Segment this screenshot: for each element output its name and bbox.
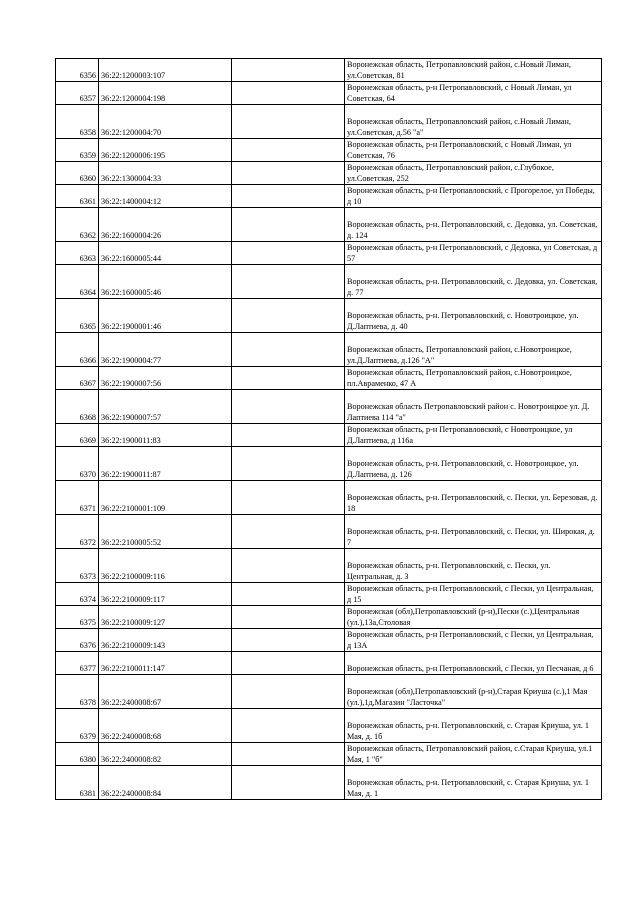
table-row bbox=[56, 447, 602, 481]
address: Воронежская область, р-н Петропавловский, с Новый Лиман, ул Советская, 76 bbox=[345, 139, 602, 162]
row-number: 6359 bbox=[56, 139, 99, 162]
cadastral-number: 36:22:2100011:147 bbox=[99, 652, 232, 675]
table-row bbox=[56, 242, 602, 265]
row-number: 6377 bbox=[56, 652, 99, 675]
address: Воронежская область, р-н. Петропавловский, с. Старая Криуша, ул. 1 Мая, д. 1 bbox=[345, 766, 602, 800]
row-number: 6375 bbox=[56, 606, 99, 629]
address: Воронежская область, Петропавловский район, с.Новотроицкое, пл.Авраменко, 47 А bbox=[345, 367, 602, 390]
empty-cell bbox=[232, 367, 345, 390]
empty-cell bbox=[232, 652, 345, 675]
row-number: 6364 bbox=[56, 265, 99, 299]
empty-cell bbox=[232, 105, 345, 139]
empty-cell bbox=[232, 675, 345, 709]
cadastral-number: 36:22:1900004:77 bbox=[99, 333, 232, 367]
address: Воронежская область, Петропавловский район, с.Новотроицкое, ул.Д.Лаптиева, д.126 "А" bbox=[345, 333, 602, 367]
table-row bbox=[56, 367, 602, 390]
table-row bbox=[56, 139, 602, 162]
cadastral-number: 36:22:1600005:46 bbox=[99, 265, 232, 299]
table-row bbox=[56, 709, 602, 743]
cadastral-number: 36:22:1900007:57 bbox=[99, 390, 232, 424]
empty-cell bbox=[232, 583, 345, 606]
row-number: 6372 bbox=[56, 515, 99, 549]
address: Воронежская область, р-н. Петропавловский, с. Пески, ул. Березовая, д. 18 bbox=[345, 481, 602, 515]
row-number: 6376 bbox=[56, 629, 99, 652]
table-row bbox=[56, 208, 602, 242]
registry-table-body bbox=[56, 59, 602, 800]
row-number: 6366 bbox=[56, 333, 99, 367]
address: Воронежская область, Петропавловский район, с.Новый Лиман, ул.Советская, 81 bbox=[345, 59, 602, 82]
row-number: 6378 bbox=[56, 675, 99, 709]
empty-cell bbox=[232, 299, 345, 333]
address: Воронежская область, р-н Петропавловский, с Прогорелое, ул Победы, д 10 bbox=[345, 185, 602, 208]
cadastral-number: 36:22:2100009:127 bbox=[99, 606, 232, 629]
cadastral-number: 36:22:1200004:198 bbox=[99, 82, 232, 105]
cadastral-number: 36:22:1400004:12 bbox=[99, 185, 232, 208]
empty-cell bbox=[232, 424, 345, 447]
row-number: 6370 bbox=[56, 447, 99, 481]
row-number: 6368 bbox=[56, 390, 99, 424]
empty-cell bbox=[232, 265, 345, 299]
cadastral-number: 36:22:1600005:44 bbox=[99, 242, 232, 265]
table-row bbox=[56, 105, 602, 139]
row-number: 6380 bbox=[56, 743, 99, 766]
address: Воронежская (обл),Петропавловский (р-н),Старая Криуша (с.),1 Мая (ул.),1д,Магазин "Ласточка" bbox=[345, 675, 602, 709]
address: Воронежская область, р-н. Петропавловский, с. Старая Криуша, ул. 1 Мая, д. 1б bbox=[345, 709, 602, 743]
address: Воронежская область, р-н. Петропавловский, с. Пески, ул. Широкая, д. 7 bbox=[345, 515, 602, 549]
empty-cell bbox=[232, 59, 345, 82]
table-row bbox=[56, 515, 602, 549]
row-number: 6367 bbox=[56, 367, 99, 390]
address: Воронежская (обл),Петропавловский (р-н),Пески (с.),Центральная (ул.),13а,Столовая bbox=[345, 606, 602, 629]
table-row bbox=[56, 299, 602, 333]
table-row bbox=[56, 766, 602, 800]
address: Воронежская область, р-н. Петропавловский, с. Дедовка, ул. Советская, д. 124 bbox=[345, 208, 602, 242]
address: Воронежская область, р-н Петропавловский, с Дедовка, ул Советская, д 57 bbox=[345, 242, 602, 265]
row-number: 6358 bbox=[56, 105, 99, 139]
cadastral-number: 36:22:1200006:195 bbox=[99, 139, 232, 162]
empty-cell bbox=[232, 515, 345, 549]
cadastral-number: 36:22:1900001:46 bbox=[99, 299, 232, 333]
empty-cell bbox=[232, 766, 345, 800]
empty-cell bbox=[232, 139, 345, 162]
row-number: 6374 bbox=[56, 583, 99, 606]
address: Воронежская область, Петропавловский район, с.Глубокое, ул.Советская, 252 bbox=[345, 162, 602, 185]
registry-table bbox=[55, 58, 602, 800]
address: Воронежская область, р-н. Петропавловский, с. Новотроицкое, ул. Д.Лаптиева, д. 40 bbox=[345, 299, 602, 333]
cadastral-number: 36:22:1200004:70 bbox=[99, 105, 232, 139]
table-row bbox=[56, 743, 602, 766]
cadastral-number: 36:22:1900007:56 bbox=[99, 367, 232, 390]
empty-cell bbox=[232, 606, 345, 629]
address: Воронежская область, р-н. Петропавловский, с. Дедовка, ул. Советская, д. 77 bbox=[345, 265, 602, 299]
empty-cell bbox=[232, 743, 345, 766]
address: Воронежская область, р-н Петропавловский, с Новый Лиман, ул Советская, 64 bbox=[345, 82, 602, 105]
empty-cell bbox=[232, 390, 345, 424]
table-row bbox=[56, 481, 602, 515]
table-row bbox=[56, 675, 602, 709]
address: Воронежская область Петропавловский район с. Новотроицкое ул. Д. Лаптиева 114 "а" bbox=[345, 390, 602, 424]
table-row bbox=[56, 652, 602, 675]
table-row bbox=[56, 185, 602, 208]
row-number: 6361 bbox=[56, 185, 99, 208]
cadastral-number: 36:22:1300004:33 bbox=[99, 162, 232, 185]
row-number: 6365 bbox=[56, 299, 99, 333]
empty-cell bbox=[232, 481, 345, 515]
row-number: 6373 bbox=[56, 549, 99, 583]
address: Воронежская область, Петропавловский район, с.Старая Криуша, ул.1 Мая, 1 "б" bbox=[345, 743, 602, 766]
cadastral-number: 36:22:2100001:109 bbox=[99, 481, 232, 515]
cadastral-number: 36:22:2400008:68 bbox=[99, 709, 232, 743]
row-number: 6363 bbox=[56, 242, 99, 265]
cadastral-number: 36:22:2100009:116 bbox=[99, 549, 232, 583]
table-row bbox=[56, 606, 602, 629]
cadastral-number: 36:22:1600004:26 bbox=[99, 208, 232, 242]
table-row bbox=[56, 82, 602, 105]
row-number: 6381 bbox=[56, 766, 99, 800]
address: Воронежская область, р-н Петропавловский, с Новотроицкое, ул Д.Лаптиева, д 116а bbox=[345, 424, 602, 447]
empty-cell bbox=[232, 709, 345, 743]
row-number: 6360 bbox=[56, 162, 99, 185]
row-number: 6379 bbox=[56, 709, 99, 743]
empty-cell bbox=[232, 447, 345, 481]
empty-cell bbox=[232, 208, 345, 242]
row-number: 6356 bbox=[56, 59, 99, 82]
table-row bbox=[56, 333, 602, 367]
empty-cell bbox=[232, 629, 345, 652]
address: Воронежская область, р-н Петропавловский, с Пески, ул Центральная, д 15 bbox=[345, 583, 602, 606]
table-row bbox=[56, 265, 602, 299]
address: Воронежская область, р-н. Петропавловский, с. Новотроицкое, ул. Д.Лаптиева, д. 126 bbox=[345, 447, 602, 481]
table-row bbox=[56, 549, 602, 583]
address: Воронежская область, р-н Петропавловский, с Пески, ул Песчаная, д 6 bbox=[345, 652, 602, 675]
table-row bbox=[56, 390, 602, 424]
cadastral-number: 36:22:2400008:84 bbox=[99, 766, 232, 800]
row-number: 6371 bbox=[56, 481, 99, 515]
cadastral-number: 36:22:1200003:107 bbox=[99, 59, 232, 82]
table-row bbox=[56, 629, 602, 652]
table-row bbox=[56, 424, 602, 447]
cadastral-number: 36:22:2100009:117 bbox=[99, 583, 232, 606]
empty-cell bbox=[232, 82, 345, 105]
cadastral-number: 36:22:2400008:82 bbox=[99, 743, 232, 766]
table-row bbox=[56, 583, 602, 606]
cadastral-number: 36:22:1900011:83 bbox=[99, 424, 232, 447]
table-row bbox=[56, 59, 602, 82]
cadastral-number: 36:22:2100005:52 bbox=[99, 515, 232, 549]
empty-cell bbox=[232, 333, 345, 367]
cadastral-number: 36:22:2400008:67 bbox=[99, 675, 232, 709]
table-row bbox=[56, 162, 602, 185]
empty-cell bbox=[232, 185, 345, 208]
address: Воронежская область, р-н Петропавловский, с Пески, ул Центральная, д 13А bbox=[345, 629, 602, 652]
empty-cell bbox=[232, 162, 345, 185]
address: Воронежская область, р-н. Петропавловский, с. Пески, ул. Центральная, д. 3 bbox=[345, 549, 602, 583]
row-number: 6362 bbox=[56, 208, 99, 242]
row-number: 6369 bbox=[56, 424, 99, 447]
empty-cell bbox=[232, 242, 345, 265]
address: Воронежская область, Петропавловский район, с.Новый Лиман, ул.Советская, д.56 "а" bbox=[345, 105, 602, 139]
empty-cell bbox=[232, 549, 345, 583]
cadastral-number: 36:22:2100009:143 bbox=[99, 629, 232, 652]
row-number: 6357 bbox=[56, 82, 99, 105]
cadastral-number: 36:22:1900011:87 bbox=[99, 447, 232, 481]
